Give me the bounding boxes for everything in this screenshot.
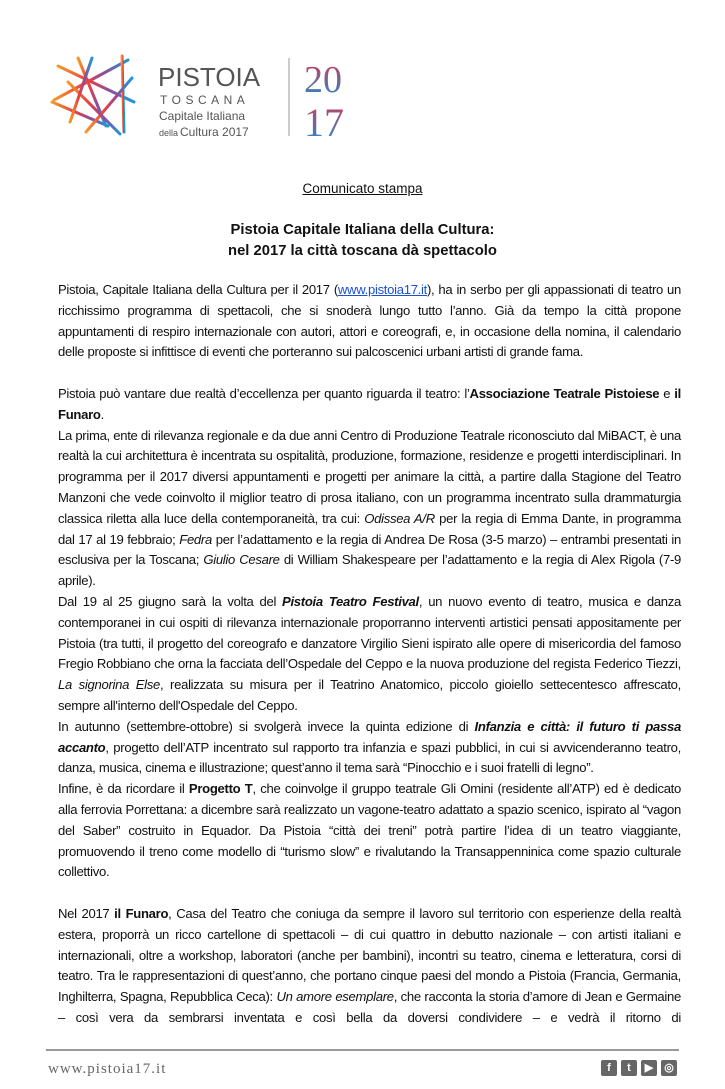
text-run: La prima, ente di rilevanza regionale e da due anni Centro di Produzione Teatrale riconosciuto dal MiBACT, è una realtà la cui architettura è incentrata su ospitalità, produzione, formazione, residenze e progetti interdisciplinari. In programma per il 2017 diversi appuntamenti e progetti per animare la città, a partire dalla Stagione del Teatro Manzoni che vede coinvolto il miglior teatro di prosa italiano, con un programma incentrato sulla drammaturgia classica riletta alla luce della contemporaneità, tra cui: xyxy=(58,427,681,526)
paragraph xyxy=(58,426,681,592)
text-run: Pistoia, Capitale Italiana della Cultura per il 2017 ( xyxy=(58,282,338,297)
emphasis-text: Odissea A/R xyxy=(364,510,435,526)
text-run: , realizzata su misura per il Teatrino Anatomico, piccolo gioiello settecentesco affrescato, sempre all'interno dell'Ospedale del Ceppo. xyxy=(58,677,681,713)
headline-line-1: Pistoia Capitale Italiana della Cultura: xyxy=(230,222,495,238)
text-run: per l’adattamento e la regia di Andrea De Rosa (3-5 marzo) – entrambi presentati in esclusiva per la Toscana; xyxy=(58,531,682,568)
emphasis-text: La signorina Else xyxy=(58,677,161,693)
text-run: e xyxy=(659,385,675,401)
headline xyxy=(0,220,725,262)
emphasis-text: Giulio Cesare xyxy=(203,552,280,568)
svg-text:Capitale Italiana: Capitale Italiana xyxy=(159,109,246,123)
twitter-icon[interactable]: t xyxy=(621,1060,637,1076)
text-run: ), ha in serbo per gli appassionati di teatro un ricchissimo programma di spettacoli, che si snoderà lungo tutto l’anno. Già da tempo la città propone appuntamenti di respiro internazionale con autori, attori e coreografi, e, in occasione della nomina, il calendario delle proposte si infittisce di eventi che porteranno sui palcoscenici urbani artisti di grande fama. xyxy=(58,282,681,360)
text-run: Pistoia può vantare due realtà d’eccellenza per quanto riguarda il teatro: l’ xyxy=(58,385,470,401)
emphasis-text: Progetto T xyxy=(188,781,253,797)
emphasis-text: il Funaro xyxy=(114,905,169,921)
youtube-icon[interactable]: ▶ xyxy=(641,1060,657,1076)
press-release-body xyxy=(58,280,681,1029)
text-run: , progetto dell’ATP incentrato sul rapporto tra infanzia e spazi pubblici, in cui si avvicenderanno teatro, danza, musica, cinema e illustrazione; quest’anno il tema sarà “Pinocchio e i suoi fratelli di legno”. xyxy=(58,739,681,776)
text-run: di William Shakespeare per l’adattamento e la regia di Alex Rigola (7-9 aprile). xyxy=(58,552,681,589)
text-run: . xyxy=(100,406,104,422)
text-run: Nel 2017 xyxy=(58,905,115,921)
footer xyxy=(46,1049,679,1089)
svg-text:20: 20 xyxy=(304,59,342,101)
text-run: Infine, è da ricordare il xyxy=(58,781,189,797)
text-run: In autunno (settembre-ottobre) si svolgerà invece la quinta edizione di xyxy=(58,718,475,734)
svg-text:17: 17 xyxy=(304,100,344,142)
paragraph xyxy=(58,280,681,363)
svg-text:dellaCultura 2017: della Cultura 2017 xyxy=(159,125,249,139)
paragraph xyxy=(58,779,681,883)
emphasis-text: Un amore esemplare xyxy=(276,989,394,1005)
paragraph xyxy=(58,384,681,426)
emphasis-text: Fedra xyxy=(179,531,212,547)
text-run: , Casa del Teatro che coniuga da sempre il lavoro sul territorio con esperienze della realtà estera, proporrà un ricco cartellone di spettacoli – di cui quattro in debutto nazionale – con artisti italiani e internazionali, oltre a workshop, laboratori (anche per bambini), incontri su teatro, cinema e letteratura, corsi di teatro. Tra le rappresentazioni di quest’anno, che portano cinque paesi del mondo a Pistoia (Francia, Germania, Inghilterra, Spagna, Repubblica Ceca): xyxy=(58,905,681,1005)
headline-line-2: nel 2017 la città toscana dà spettacolo xyxy=(228,243,497,259)
emphasis-text: Infanzia e città: il futuro ti passa accanto xyxy=(58,718,681,755)
emphasis-text: Associazione Teatrale Pistoiese xyxy=(469,385,660,401)
text-run: per la regia di Emma Dante, in programma dal 17 al 19 febbraio; xyxy=(58,510,681,547)
press-release-label: Comunicato stampa xyxy=(302,181,423,196)
svg-text:TOSCANA: TOSCANA xyxy=(160,93,250,107)
svg-text:PISTOIA: PISTOIA xyxy=(158,62,261,92)
text-run: , che racconta la storia d’amore di Jean e Germaine – così vera da sembrarsi inventata e così bella da doversi condividere – e vedrà il ritorno di xyxy=(58,989,681,1025)
social-links xyxy=(601,1060,677,1076)
emphasis-text: il Funaro xyxy=(58,385,681,422)
footer-url[interactable]: www.pistoia17.it xyxy=(48,1060,167,1077)
footer-divider xyxy=(46,1049,679,1051)
text-run: Dal 19 al 25 giugno sarà la volta del xyxy=(58,593,283,609)
website-link[interactable]: www.pistoia17.it xyxy=(337,282,427,297)
facebook-icon[interactable]: f xyxy=(601,1060,617,1076)
paragraph xyxy=(58,717,681,779)
paragraph xyxy=(58,904,681,1029)
logo-mark-icon xyxy=(48,52,368,142)
text-run: , un nuovo evento di teatro, musica e danza contemporanei in cui ospiti di rilevanza internazionale proporranno interventi artistici pensati appositamente per Pistoia (tra tutti, il progetto del coreografo e danzatore Virgilio Sieni ispirato alle opere di misericordia del famoso Fregio Robbiano che orna la facciata dell’Ospedale del Ceppo e la nuova produzione del regista Federico Tiezzi, xyxy=(58,593,682,672)
paragraph xyxy=(58,592,681,717)
pistoia-2017-logo xyxy=(48,52,368,142)
text-run: , che coinvolge il gruppo teatrale Gli Omini (residente all’ATP) ed è dedicato alla ferrovia Porrettana: a dicembre sarà realizzato un vagone-teatro adattato a spazio scenico, ispirato al “vagon del Saber” costruito in Equador. Da Pistoia “città dei treni” potrà partire l’idea di un teatro viaggiante, promuovendo il treno come modello di “turismo slow” e rivalutando la Transappenninica come spazio culturale collettivo. xyxy=(58,781,681,880)
emphasis-text: Pistoia Teatro Festival xyxy=(282,593,419,609)
instagram-icon[interactable]: ◎ xyxy=(661,1060,677,1076)
